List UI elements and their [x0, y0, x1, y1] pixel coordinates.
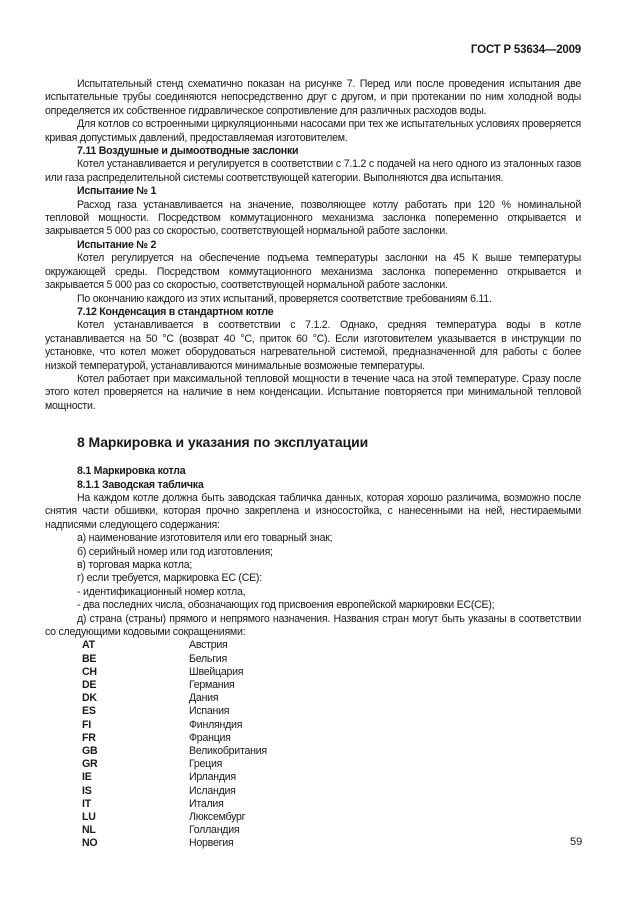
- paragraph: Расход газа устанавливается на значение, позволяющее котлу работать при 120 % номинальной тепловой мощности. Посредством коммутационного механизма заслонка попеременно открывается и закрывается 5 000 раз со скоростью, соответствующей нормальной работе заслонки.: [45, 198, 581, 238]
- chapter-heading-8: 8 Маркировка и указания по эксплуатации: [77, 434, 369, 451]
- country-name: Германия: [189, 679, 235, 691]
- country-code: NO: [82, 837, 98, 850]
- country-code: LU: [82, 810, 96, 823]
- table-row: [45, 692, 581, 705]
- table-row: [45, 653, 581, 666]
- country-code: DE: [82, 679, 97, 691]
- table-row: [45, 824, 581, 837]
- country-code: ES: [82, 705, 96, 718]
- list-item: в) торговая марка котла;: [77, 559, 193, 571]
- paragraph: Испытательный стенд схематично показан на рисунке 7. Перед или после проведения испытания две испытательные трубы соединяются непосредственно друг с другом, и при протекании по ним холодной воды определяется их собственное гидравлическое сопротивление для различных расходов воды.: [45, 78, 581, 117]
- table-row: [45, 745, 581, 758]
- table-row: [45, 719, 581, 732]
- section-heading-8-1-1: 8.1.1 Заводская табличка: [77, 478, 204, 491]
- country-code: IE: [82, 771, 92, 784]
- country-name: Финляндия: [189, 718, 243, 731]
- country-code: GR: [82, 758, 98, 771]
- country-name: Великобритания: [189, 744, 267, 757]
- country-name: Норвегия: [189, 837, 234, 850]
- subheading-test-1: Испытание № 1: [77, 185, 157, 198]
- country-name: Испания: [189, 705, 230, 718]
- section-heading-8-1: 8.1 Маркировка котла: [77, 465, 186, 478]
- country-name: Австрия: [189, 639, 228, 652]
- table-row: [45, 798, 581, 811]
- country-name: Голландия: [189, 824, 240, 837]
- country-name: Дания: [189, 692, 219, 705]
- list-item: - идентификационный номер котла,: [77, 585, 246, 598]
- table-row: [45, 785, 581, 798]
- list-item: а) наименование изготовителя или его товарный знак;: [77, 532, 333, 545]
- paragraph: Котел регулируется на обеспечение подъема температуры заслонки на 45 К выше температуры окружающей среды. Посредством коммутационного механизма заслонка попеременно открывается и закрывается 5 000 раз со скоростью, соответствующей нормальной работе заслонки.: [45, 252, 581, 292]
- paragraph: Котел работает при максимальной тепловой мощности в течение часа на этой температуре. Сразу после этого котел проверяется на наличие в нем конденсации. Испытание повторяется при минимальной тепловой мощности.: [45, 372, 581, 412]
- country-name: Бельгия: [189, 652, 227, 665]
- country-code: GB: [82, 744, 98, 757]
- country-code-table: [45, 639, 581, 850]
- page-body: [45, 78, 581, 850]
- table-row: [45, 639, 581, 652]
- paragraph: Для котлов со встроенными циркуляционными насосами при тех же испытательных условиях проверяется кривая допустимых давлений, предоставляемая изготовителем.: [45, 118, 581, 144]
- country-code: AT: [82, 639, 95, 652]
- country-code: DK: [82, 692, 97, 705]
- paragraph: д) страна (страны) прямого и непрямого назначения. Названия стран могут быть указаны в соответствии со следующими кодовыми сокращениями:: [45, 612, 581, 639]
- country-code: IT: [82, 797, 91, 810]
- table-row: [45, 705, 581, 718]
- table-row: [45, 758, 581, 771]
- country-code: CH: [82, 665, 97, 678]
- country-name: Греция: [189, 758, 223, 771]
- table-row: [45, 837, 581, 850]
- country-code: BE: [82, 652, 97, 665]
- country-name: Люксембург: [189, 810, 246, 823]
- country-name: Ирландия: [189, 771, 236, 784]
- country-name: Франция: [189, 731, 231, 744]
- country-name: Исландия: [189, 784, 236, 797]
- paragraph: По окончанию каждого из этих испытаний, проверяется соответствие требованиям 6.11.: [77, 292, 492, 305]
- country-name: Италия: [189, 797, 224, 810]
- country-code: FR: [82, 731, 96, 744]
- paragraph: Котел устанавливается в соответствии с 7.1.2. Однако, средняя температура воды в котле устанавливается на 50 °С (возврат 40 °С, приток 60 °С). Если изготовителем указывается в инструкции по установке, что котел может оборудоваться нагревательной системой, предназначенной для работы с более низкой температурой, устанавливаются минимальные возможные температуры.: [45, 319, 581, 372]
- country-name: Швейцария: [189, 665, 244, 678]
- section-heading-7-12: 7.12 Конденсация в стандартном котле: [77, 305, 274, 318]
- list-item: б) серийный номер или год изготовления;: [77, 545, 273, 558]
- table-row: [45, 679, 581, 692]
- paragraph: На каждом котле должна быть заводская табличка данных, которая хорошо различима, возможно после снятия части обшивки, которая прочно закреплена и износостойка, с нанесенными на ней, нестираемыми надписями следующего содержания:: [45, 491, 581, 531]
- country-code: NL: [82, 824, 96, 837]
- list-item: г) если требуется, маркировка ЕС (СЕ):: [77, 572, 262, 585]
- document-header-id: ГОСТ Р 53634—2009: [470, 44, 581, 56]
- section-heading-7-11: 7.11 Воздушные и дымоотводные заслонки: [77, 145, 299, 158]
- table-row: [45, 771, 581, 784]
- table-row: [45, 666, 581, 679]
- country-code: IS: [82, 784, 92, 797]
- table-row: [45, 811, 581, 824]
- list-item: - два последних числа, обозначающих год присвоения европейской маркировки ЕС(СЕ);: [77, 599, 495, 612]
- page-number: 59: [570, 836, 583, 848]
- table-row: [45, 732, 581, 745]
- subheading-test-2: Испытание № 2: [77, 238, 157, 251]
- paragraph: Котел устанавливается и регулируется в соответствии с 7.1.2 с подачей на него одного из эталонных газов или газа распределительной системы соответствующей категории. Выполняются два испытания.: [45, 158, 581, 184]
- country-code: FI: [82, 718, 91, 731]
